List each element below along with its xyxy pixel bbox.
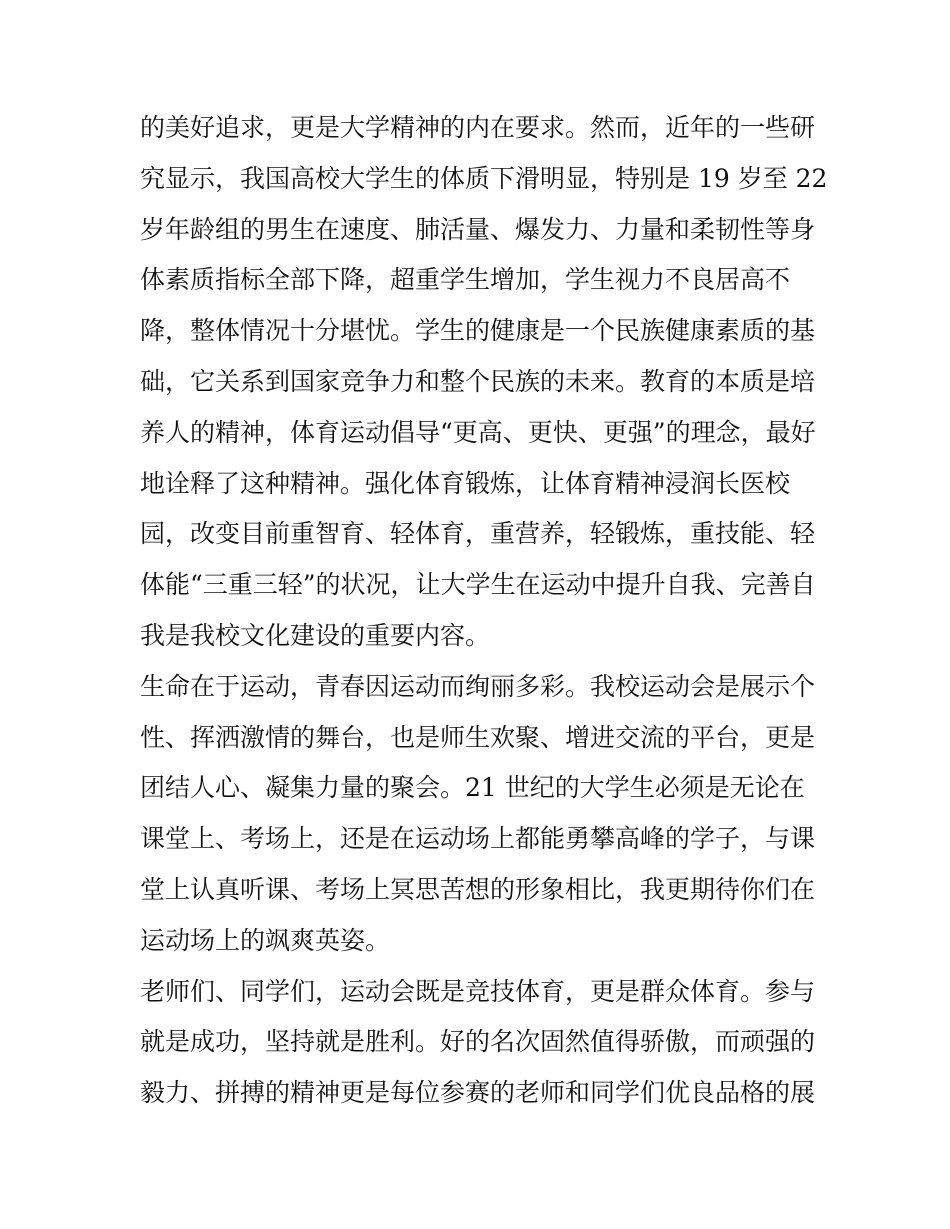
text-line: 团结人心、凝集力量的聚会。21 世纪的大学生必须是无论在 — [140, 773, 805, 803]
text-line: 课堂上、考场上，还是在运动场上都能勇攀高峰的学子，与课 — [140, 824, 816, 854]
text-line: 础，它关系到国家竞争力和整个民族的未来。教育的本质是培 — [140, 366, 816, 396]
text-line: 堂上认真听课、考场上冥思苦想的形象相比，我更期待你们在 — [140, 874, 816, 904]
text-line: 运动场上的飒爽英姿。 — [140, 925, 391, 955]
text-line: 岁年龄组的男生在速度、肺活量、爆发力、力量和柔韧性等身 — [140, 214, 816, 244]
text-line: 老师们、同学们，运动会既是竞技体育，更是群众体育。参与 — [140, 976, 816, 1006]
text-line: 体素质指标全部下降，超重学生增加，学生视力不良居高不 — [140, 265, 791, 295]
text-line: 的美好追求，更是大学精神的内在要求。然而，近年的一些研 — [140, 113, 816, 142]
text-line: 我是我校文化建设的重要内容。 — [140, 620, 491, 650]
text-line: 降，整体情况十分堪忧。学生的健康是一个民族健康素质的基 — [140, 316, 816, 346]
text-line: 就是成功，坚持就是胜利。好的名次固然值得骄傲，而顽强的 — [140, 1027, 816, 1057]
text-line: 地诠释了这种精神。强化体育锻炼，让体育精神浸润长医校 — [140, 468, 791, 498]
text-line: 究显示，我国高校大学生的体质下滑明显，特别是 19 岁至 22 — [140, 163, 828, 193]
text-line: 性、挥洒激情的舞台，也是师生欢聚、增进交流的平台，更是 — [140, 722, 816, 752]
text-line: 养人的精神，体育运动倡导“更高、更快、更强”的理念，最好 — [140, 417, 816, 447]
text-line: 毅力、拼搏的精神更是每位参赛的老师和同学们优良品格的展 — [140, 1078, 816, 1108]
text-line: 生命在于运动，青春因运动而绚丽多彩。我校运动会是展示个 — [140, 671, 816, 701]
text-line: 园，改变目前重智育、轻体育，重营养，轻锻炼，重技能、轻 — [140, 519, 816, 549]
document-body — [140, 103, 828, 1119]
text-line: 体能“三重三轻”的状况，让大学生在运动中提升自我、完善自 — [140, 570, 816, 600]
